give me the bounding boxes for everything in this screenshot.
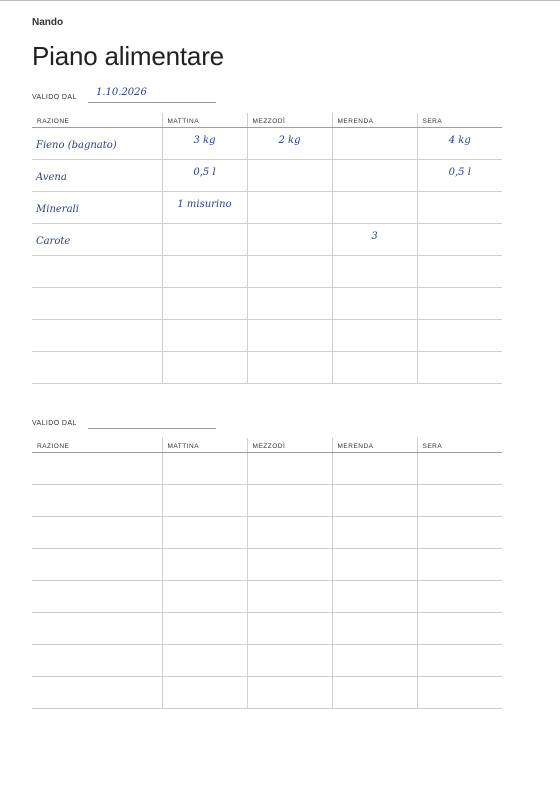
table-cell[interactable] — [32, 613, 162, 645]
table-cell[interactable] — [247, 549, 332, 581]
table-cell[interactable] — [32, 192, 162, 224]
table-cell[interactable] — [332, 581, 417, 613]
table-cell[interactable] — [162, 192, 247, 224]
table-cell[interactable] — [417, 320, 502, 352]
table-row — [32, 320, 502, 352]
pet-name: Nando — [32, 17, 64, 28]
cell-value: 0,5 l — [193, 167, 216, 178]
column-header: MATTINA — [162, 113, 247, 128]
table-cell[interactable] — [162, 320, 247, 352]
table-cell[interactable] — [417, 453, 502, 485]
table-cell[interactable] — [162, 581, 247, 613]
table-row — [32, 288, 502, 320]
table-row — [32, 549, 502, 581]
table-cell[interactable] — [162, 549, 247, 581]
table-cell[interactable] — [162, 517, 247, 549]
table-cell[interactable] — [417, 517, 502, 549]
table-row — [32, 581, 502, 613]
table-cell[interactable] — [417, 613, 502, 645]
table-cell[interactable] — [417, 160, 502, 192]
cell-value: 0,5 l — [448, 167, 471, 178]
table-cell[interactable] — [247, 128, 332, 160]
table-cell[interactable] — [332, 320, 417, 352]
cell-value: Avena — [36, 172, 67, 183]
table-cell[interactable] — [32, 677, 162, 709]
table-cell[interactable] — [417, 224, 502, 256]
table-row — [32, 485, 502, 517]
table-cell[interactable] — [247, 320, 332, 352]
table-cell[interactable] — [162, 613, 247, 645]
table-cell[interactable] — [247, 352, 332, 384]
cell-value: Minerali — [36, 204, 79, 215]
table-row — [32, 517, 502, 549]
table-cell[interactable] — [32, 453, 162, 485]
table-cell[interactable] — [417, 256, 502, 288]
table-header-row — [32, 113, 502, 128]
table-cell[interactable] — [332, 256, 417, 288]
table-cell[interactable] — [162, 224, 247, 256]
table-cell[interactable] — [32, 224, 162, 256]
table-cell[interactable] — [417, 677, 502, 709]
table-cell[interactable] — [417, 192, 502, 224]
table-row — [32, 453, 502, 485]
table-cell[interactable] — [332, 613, 417, 645]
table-cell[interactable] — [332, 192, 417, 224]
table-cell[interactable] — [332, 517, 417, 549]
column-header: MEZZODÌ — [247, 438, 332, 453]
table-cell[interactable] — [247, 517, 332, 549]
table-cell[interactable] — [32, 160, 162, 192]
table-cell[interactable] — [332, 645, 417, 677]
table-cell[interactable] — [162, 256, 247, 288]
table-row — [32, 256, 502, 288]
table-cell[interactable] — [247, 581, 332, 613]
column-header: MATTINA — [162, 438, 247, 453]
table-cell[interactable] — [332, 677, 417, 709]
table-cell[interactable] — [332, 453, 417, 485]
table-cell[interactable] — [247, 613, 332, 645]
table-header-row — [32, 438, 502, 453]
table-row — [32, 128, 502, 160]
table-row — [32, 352, 502, 384]
table-cell[interactable] — [332, 288, 417, 320]
feeding-table-1 — [32, 113, 502, 384]
column-header: RAZIONE — [32, 438, 162, 453]
table-cell[interactable] — [417, 549, 502, 581]
table-row — [32, 192, 502, 224]
feeding-table-2 — [32, 438, 502, 709]
valid-from-value-1: 1.10.2026 — [96, 87, 147, 98]
table-cell[interactable] — [162, 677, 247, 709]
valid-from-label: VALIDO DAL — [32, 420, 77, 427]
table-cell[interactable] — [247, 192, 332, 224]
table-cell[interactable] — [417, 288, 502, 320]
table-cell[interactable] — [247, 160, 332, 192]
table-row — [32, 677, 502, 709]
table-cell[interactable] — [162, 160, 247, 192]
cell-value: Fieno (bagnato) — [36, 140, 117, 151]
table-cell[interactable] — [332, 485, 417, 517]
cell-value: 4 kg — [448, 135, 471, 146]
table-cell[interactable] — [32, 645, 162, 677]
column-header: MERENDA — [332, 438, 417, 453]
table-cell[interactable] — [332, 128, 417, 160]
table-cell[interactable] — [332, 352, 417, 384]
table-cell[interactable] — [32, 320, 162, 352]
table-cell[interactable] — [162, 645, 247, 677]
column-header: SERA — [417, 113, 502, 128]
column-header: SERA — [417, 438, 502, 453]
table-cell[interactable] — [247, 224, 332, 256]
cell-value: 1 misurino — [177, 199, 232, 210]
table-cell[interactable] — [32, 581, 162, 613]
page-title: Piano alimentare — [32, 41, 224, 71]
table-row — [32, 613, 502, 645]
table-cell[interactable] — [32, 288, 162, 320]
table-cell[interactable] — [332, 224, 417, 256]
table-cell[interactable] — [332, 160, 417, 192]
table-cell[interactable] — [32, 128, 162, 160]
table-cell[interactable] — [162, 485, 247, 517]
table-cell[interactable] — [247, 645, 332, 677]
table-row — [32, 645, 502, 677]
table-row — [32, 224, 502, 256]
table-cell[interactable] — [162, 453, 247, 485]
table-cell[interactable] — [32, 485, 162, 517]
table-cell[interactable] — [247, 288, 332, 320]
table-cell[interactable] — [417, 645, 502, 677]
column-header: MERENDA — [332, 113, 417, 128]
table-cell[interactable] — [162, 288, 247, 320]
table-row — [32, 160, 502, 192]
table-cell[interactable] — [247, 453, 332, 485]
column-header: RAZIONE — [32, 113, 162, 128]
table-cell[interactable] — [162, 128, 247, 160]
table-cell[interactable] — [247, 256, 332, 288]
valid-from-field-1[interactable] — [88, 87, 216, 103]
table-cell[interactable] — [417, 352, 502, 384]
table-cell[interactable] — [247, 485, 332, 517]
column-header: MEZZODÌ — [247, 113, 332, 128]
table-cell[interactable] — [417, 128, 502, 160]
table-cell[interactable] — [32, 517, 162, 549]
table-cell[interactable] — [417, 581, 502, 613]
cell-value: 3 kg — [193, 135, 216, 146]
valid-from-label: VALIDO DAL — [32, 94, 77, 101]
table-cell[interactable] — [247, 677, 332, 709]
table-cell[interactable] — [332, 549, 417, 581]
table-cell[interactable] — [162, 352, 247, 384]
table-cell[interactable] — [417, 485, 502, 517]
cell-value: 2 kg — [278, 135, 301, 146]
table-cell[interactable] — [32, 256, 162, 288]
cell-value: 3 — [371, 231, 378, 242]
table-cell[interactable] — [32, 549, 162, 581]
valid-from-field-2[interactable] — [88, 417, 216, 429]
cell-value: Carote — [36, 236, 71, 247]
table-cell[interactable] — [32, 352, 162, 384]
